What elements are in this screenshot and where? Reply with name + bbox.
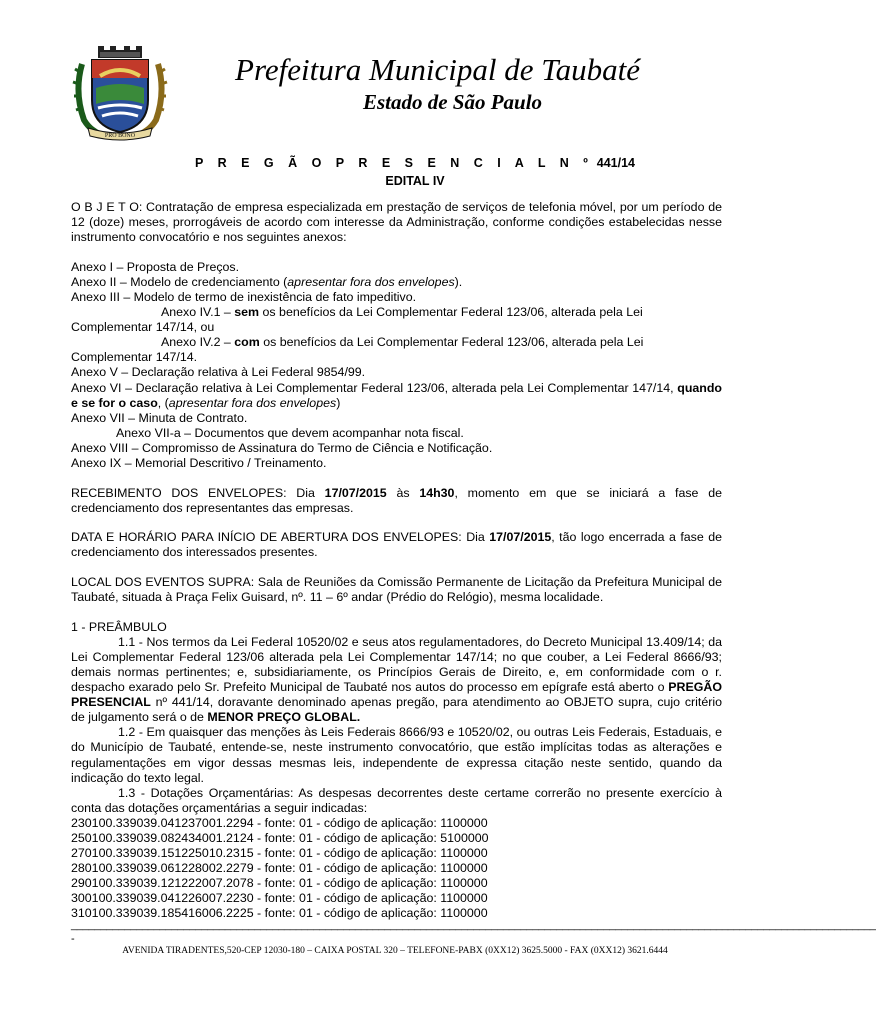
clause-1-1: 1.1 - Nos termos da Lei Federal 10520/02 e seus atos regulamentadores, do Decreto Municipal 13.409/14; da Lei Complementar Federal 123/06 alterada pela Lei Complementar 147/14; no que couber, a Lei Federal 8666/93; demais normas pertinentes; e, subsidiariamente, os Princípios Gerais de Direito, e, em conformidade com o r. despacho exarado pelo Sr. Prefeito Municipal de Taubaté nos autos do processo em epígrafe está aberto o PREGÃO PRESENCIAL nº 441/14, doravante denominado apenas pregão, para atendimento ao OBJETO supra, cujo critério de julgamento será o de MENOR PREÇO GLOBAL. (71, 634, 722, 725)
anexo-4-1: Anexo IV.1 – sem os benefícios da Lei Complementar Federal 123/06, alterada pela Lei (161, 305, 643, 320)
preambulo-heading: 1 - PREÂMBULO (71, 619, 167, 634)
document-body (71, 200, 722, 922)
anexo-4-1-cont: Complementar 147/14, ou (71, 320, 215, 335)
anexo-3: Anexo III – Modelo de termo de inexistência de fato impeditivo. (71, 289, 417, 304)
anexo-6: Anexo VI – Declaração relativa à Lei Complementar Federal 123/06, alterada pela Lei Complementar 147/14, quando e se for o caso, (apresentar fora dos envelopes) (71, 380, 722, 410)
document-title-label: P R E G Ã O P R E S E N C I A L N º (195, 156, 594, 170)
state-subtitle: Estado de São Paulo (362, 90, 543, 114)
objeto-text: Contratação de empresa especializada em prestação de serviços de telefonia móvel, por um período de 12 (doze) meses, prorrogáveis de acordo com interesse da Administração, conforme condições estabelecidas nesse instrumento convocatório e nos seguintes anexos: (71, 200, 722, 245)
dotacao-line: 270100.339039.151225010.2315 - fonte: 01 - código de aplicação: 1100000 (71, 846, 488, 861)
anexo-2: Anexo II – Modelo de credenciamento (apresentar fora dos envelopes). (71, 274, 463, 289)
anexo-1: Anexo I – Proposta de Preços. (71, 259, 240, 274)
anexo-4-2: Anexo IV.2 – com os benefícios da Lei Complementar Federal 123/06, alterada pela Lei (161, 335, 644, 350)
anexo-4-2-cont: Complementar 147/14. (71, 350, 198, 365)
dotacao-line: 290100.339039.121222007.2078 - fonte: 01 - código de aplicação: 1100000 (71, 876, 488, 891)
footer-rule: ________________________________________________________________________________________________________________________________________ (71, 919, 876, 931)
footer-dash: - (71, 933, 75, 945)
anexo-7: Anexo VII – Minuta de Contrato. (71, 410, 248, 425)
footer-address: AVENIDA TIRADENTES,520-CEP 12030-180 – CAIXA POSTAL 320 – TELEFONE-PABX (0XX12) 3625.5000 - FAX (0XX12) 3621.6444 (122, 946, 668, 956)
dotacao-line: 310100.339039.185416006.2225 - fonte: 01 - código de aplicação: 1100000 (71, 906, 488, 921)
anexo-7a: Anexo VII-a – Documentos que devem acompanhar nota fiscal. (116, 425, 464, 440)
anexo-9: Anexo IX – Memorial Descritivo / Treinamento. (71, 456, 327, 470)
dotacao-line: 250100.339039.082434001.2124 - fonte: 01 - código de aplicação: 5100000 (71, 830, 489, 845)
anexo-8: Anexo VIII – Compromisso de Assinatura do Termo de Ciência e Notificação. (71, 440, 493, 455)
anexo-5: Anexo V – Declaração relativa à Lei Federal 9854/99. (71, 365, 366, 380)
edital-label: EDITAL IV (385, 174, 445, 188)
clause-1-2: 1.2 - Em quaisquer das menções às Leis Federais 8666/93 e 10520/02, ou outras Leis Federais, Estaduais, e do Município de Taubaté, entende-se, neste instrumento convocatório, que estão implícitas todas as alterações e regulamentações em vigor dessas mesmas leis, independente de expressa citação neste sentido, quando da indicação do texto legal. (71, 725, 722, 785)
dotacao-line: 300100.339039.041226007.2230 - fonte: 01 - código de aplicação: 1100000 (71, 891, 488, 906)
document-title (0, 156, 770, 170)
document-title-number: 441/14 (596, 156, 635, 170)
objeto-paragraph (71, 200, 722, 245)
local-paragraph: LOCAL DOS EVENTOS SUPRA: Sala de Reuniões da Comissão Permanente de Licitação da Prefeitura Municipal de Taubaté, situada à Praça Felix Guisard, nº. 11 – 6º andar (Prédio do Relógio), mesma localidade. (71, 574, 722, 605)
clause-1-3: 1.3 - Dotações Orçamentárias: As despesas decorrentes deste certame correrão no presente exercício à conta das dotações orçamentárias a seguir indicadas: (71, 785, 722, 815)
abertura-paragraph: DATA E HORÁRIO PARA INÍCIO DE ABERTURA DOS ENVELOPES: Dia 17/07/2015, tão logo encerrada a fase de credenciamento dos interessados presentes. (71, 530, 723, 560)
recebimento-paragraph: RECEBIMENTO DOS ENVELOPES: Dia 17/07/2015 às 14h30, momento em que se iniciará a fase de credenciamento dos representantes das empresas. (71, 485, 722, 515)
crest-banner-motto: PRO BONO (104, 133, 136, 139)
objeto-label: O B J E T O: (71, 200, 143, 214)
dotacao-line: 280100.339039.061228002.2279 - fonte: 01 - código de aplicação: 1100000 (71, 861, 488, 876)
dotacao-line: 230100.339039.041237001.2294 - fonte: 01 - código de aplicação: 1100000 (71, 815, 488, 830)
municipality-title: Prefeitura Municipal de Taubaté (235, 52, 640, 87)
